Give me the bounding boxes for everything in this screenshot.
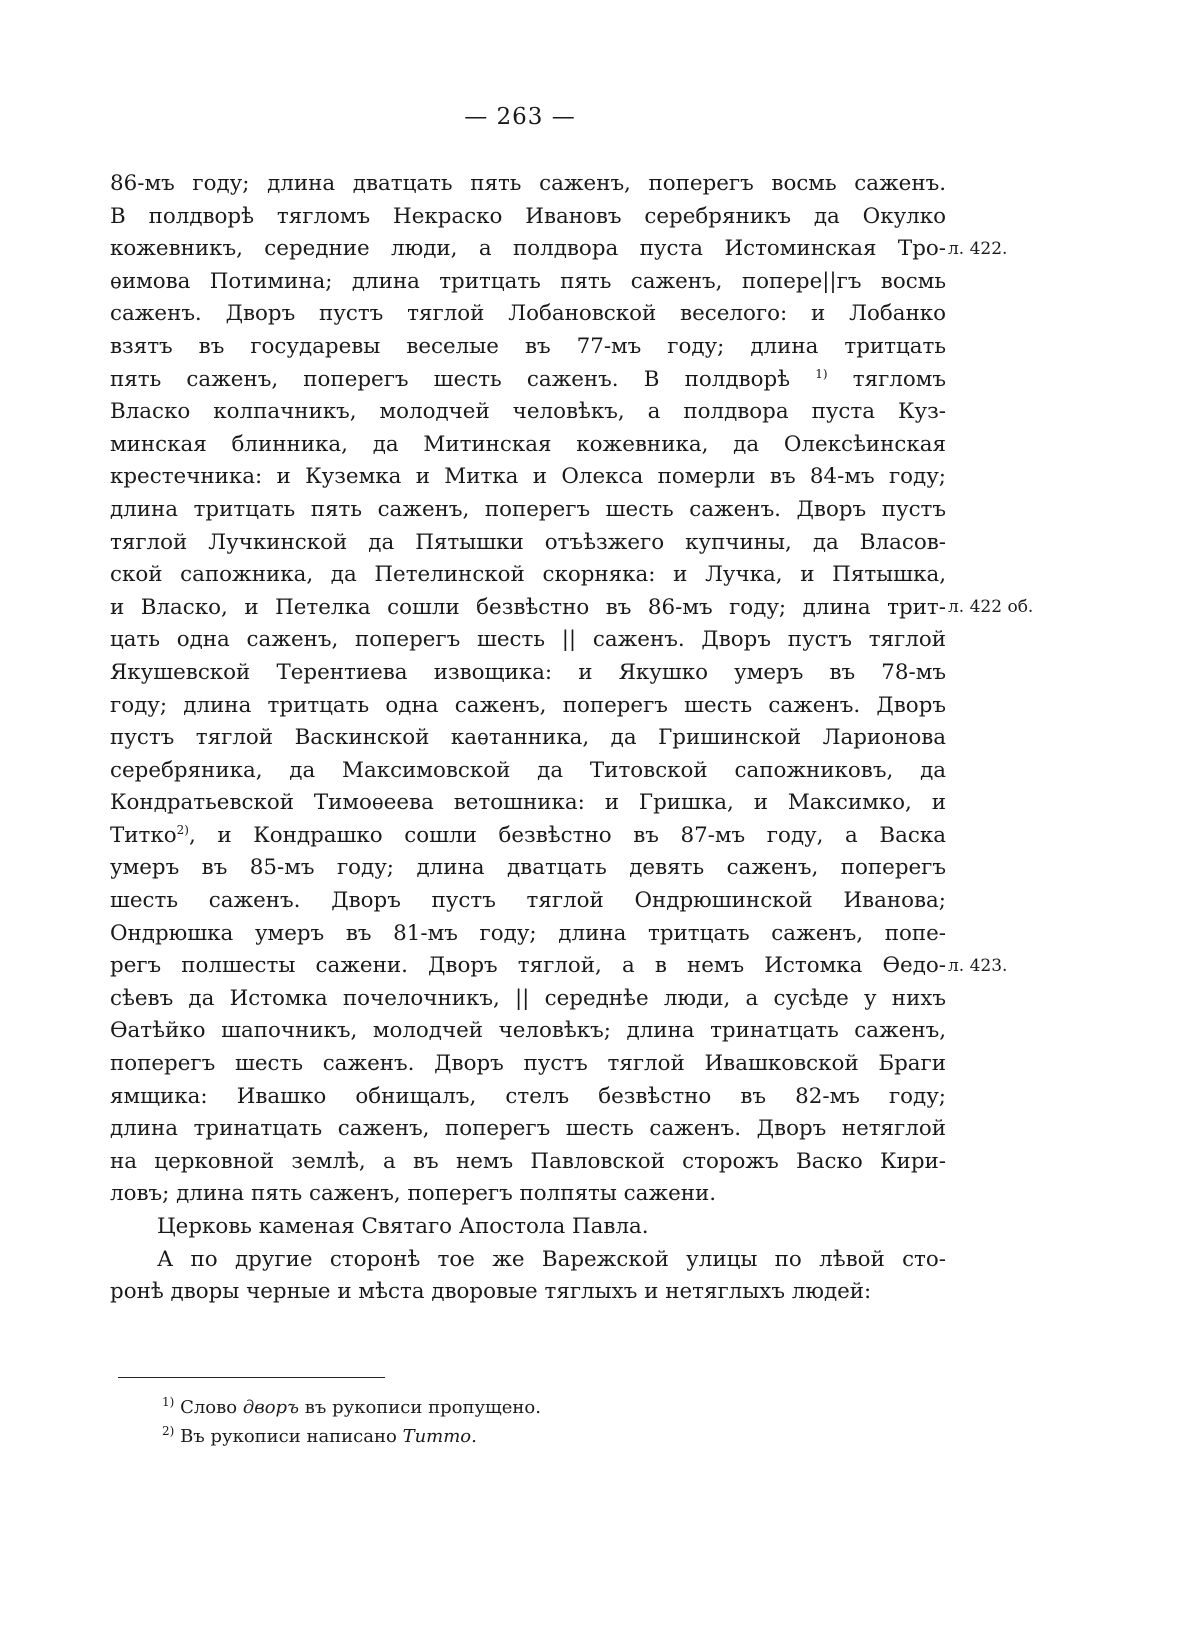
text-fragment: , и Кондрашко сошли безвѣстно въ 87-мъ году, а Васка	[188, 822, 946, 848]
footnote-mark: 1)	[162, 1395, 175, 1409]
text-line: ямщика: Ивашко обнищалъ, стелъ безвѣстно въ 82-мъ году;	[110, 1083, 946, 1109]
text-line	[110, 820, 946, 853]
text-line: ловъ; длина пять саженъ, поперегъ полпяты сажени.	[110, 1181, 717, 1207]
main-text	[110, 168, 946, 1309]
folio-note: л. 422 об.	[948, 597, 1034, 617]
text-line: длина тритцать пять саженъ, поперегъ шесть саженъ. Дворъ пустъ	[110, 496, 946, 522]
text-line: ской сапожника, да Петелинской скорняка: и Лучка, и Пятышка,	[110, 562, 946, 588]
text-line: серебряника, да Максимовской да Титовской сапожниковъ, да	[110, 757, 946, 783]
footnote-mark: 2)	[162, 1424, 175, 1438]
text-fragment: тягломъ	[852, 366, 946, 392]
text-line: длина тринатцать саженъ, поперегъ шесть саженъ. Дворъ нетяглой	[110, 1116, 946, 1142]
text-line: тяглой Лучкинской да Пятышки отъѣзжего купчины, да Власов-	[110, 529, 946, 555]
folio-note: л. 422.	[948, 239, 1008, 259]
folio-note: л. 423.	[948, 956, 1008, 976]
text-line: Ондрюшка умеръ въ 81-мъ году; длина тритцать саженъ, попе-	[110, 920, 946, 946]
footnote	[162, 1393, 541, 1422]
text-line: и Власко, и Петелка сошли безвѣстно въ 86-мъ году; длина трит-	[110, 594, 946, 620]
footnote-text: Въ рукописи написано	[180, 1426, 397, 1447]
section-heading: Церковь каменая Святаго Апостола Павла.	[157, 1214, 649, 1239]
text-line: минская блинника, да Митинская кожевника, да Олексѣинская	[110, 431, 946, 457]
text-line: Якушевской Терентиева извощика: и Якушко умеръ въ 78-мъ	[110, 659, 946, 685]
text-line: Власко колпачникъ, молодчей человѣкъ, а полдвора пуста Куз-	[110, 399, 946, 425]
text-line: цать одна саженъ, поперегъ шесть || саженъ. Дворъ пустъ тяглой	[110, 627, 946, 653]
footnote-ref[interactable]: 1)	[815, 366, 828, 381]
text-line: на церковной землѣ, а въ немъ Павловской сторожъ Васко Кири-	[110, 1148, 946, 1174]
footnotes	[162, 1393, 541, 1451]
text-line: году; длина тритцать одна саженъ, поперегъ шесть саженъ. Дворъ	[110, 692, 946, 718]
text-line	[110, 364, 946, 397]
footnote	[162, 1422, 541, 1451]
footnote-divider	[118, 1377, 385, 1378]
footnote-italic: Титто.	[402, 1426, 477, 1447]
text-line: умеръ въ 85-мъ году; длина дватцать девять саженъ, поперегъ	[110, 855, 946, 881]
text-line: кожевникъ, середние люди, а полдвора пуста Истоминская Тро-	[110, 236, 946, 262]
text-line: В полдворѣ тягломъ Некраско Ивановъ серебряникъ да Окулко	[110, 203, 946, 229]
text-line: Ѳатѣйко шапочникъ, молодчей человѣкъ; длина тринатцать саженъ,	[110, 1018, 946, 1044]
text-line: регъ полшесты сажени. Дворъ тяглой, а в немъ Истомка Ѳедо-	[110, 953, 946, 979]
text-fragment: пять саженъ, поперегъ шесть саженъ. В полдворѣ	[110, 366, 791, 392]
text-line: шесть саженъ. Дворъ пустъ тяглой Ондрюшинской Иванова;	[110, 888, 946, 914]
text-line: взятъ въ государевы веселые въ 77-мъ году; длина тритцать	[110, 333, 946, 359]
text-line: ронѣ дворы черные и мѣста дворовые тяглыхъ и нетяглыхъ людей:	[110, 1279, 872, 1305]
text-line: саженъ. Дворъ пустъ тяглой Лобановской веселого: и Лобанко	[110, 301, 946, 327]
footnote-text: Слово	[180, 1397, 238, 1418]
text-line: сѣевъ да Истомка почелочникъ, || середнѣе люди, а сусѣде у нихъ	[110, 985, 946, 1011]
footnote-text: въ рукописи пропущено.	[304, 1397, 541, 1418]
text-line: А по другие сторонѣ тое же Варежской улицы по лѣвой сто-	[157, 1246, 946, 1272]
text-line: 86-мъ году; длина дватцать пять саженъ, поперегъ восмь саженъ.	[110, 171, 946, 196]
footnote-ref[interactable]: 2)	[176, 822, 189, 837]
text-line: ѳимова Потимина; длина тритцать пять саженъ, попере||гъ восмь	[110, 268, 946, 294]
text-line: пустъ тяглой Васкинской каѳтанника, да Гришинской Ларионова	[110, 725, 946, 751]
footnote-italic: дворъ	[242, 1397, 300, 1418]
page-number: — 263 —	[464, 104, 576, 130]
text-line: поперегъ шесть саженъ. Дворъ пустъ тяглой Ивашковской Браги	[110, 1051, 946, 1077]
text-line: крестечника: и Куземка и Митка и Олекса померли въ 84-мъ году;	[110, 464, 946, 490]
text-fragment: Титко	[110, 822, 177, 848]
text-line: Кондратьевской Тимоѳеева ветошника: и Гришка, и Максимко, и	[110, 790, 946, 816]
